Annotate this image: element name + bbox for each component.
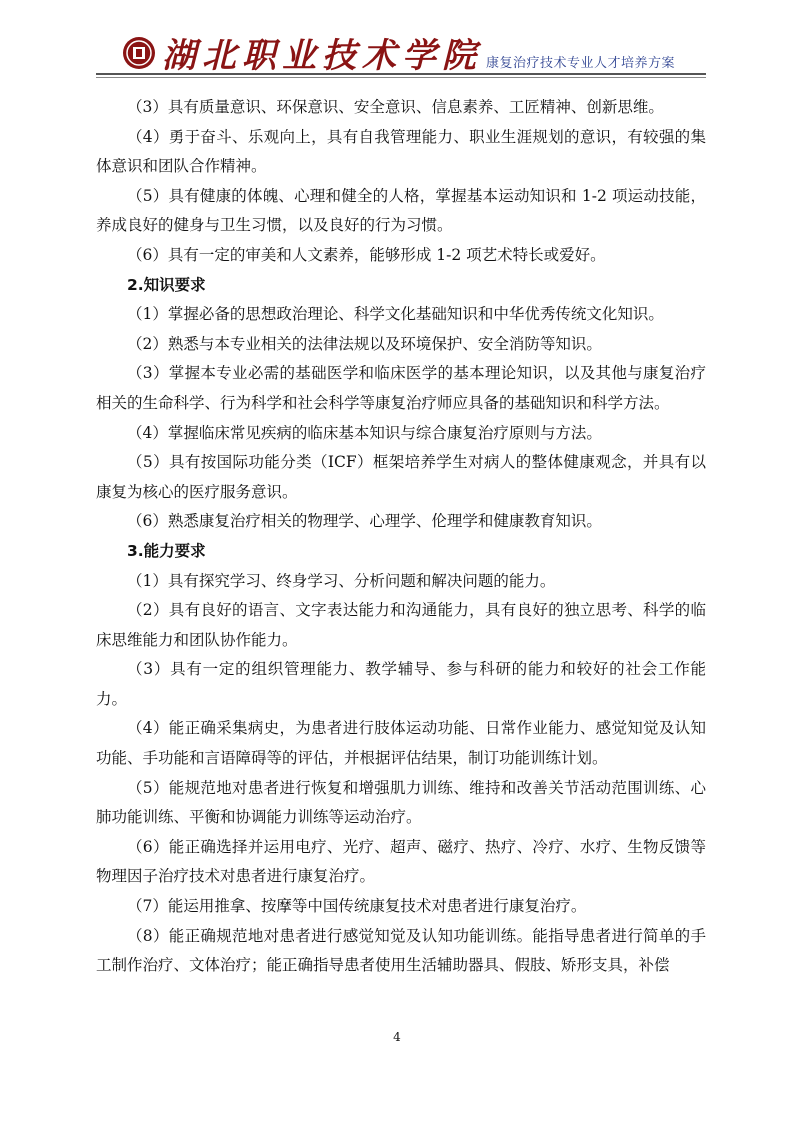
- paragraph: （4）掌握临床常见疾病的临床基本知识与综合康复治疗原则与方法。: [127, 423, 602, 442]
- paragraph: （6）具有一定的审美和人文素养，能够形成 1-2 项艺术特长或爱好。: [127, 245, 606, 264]
- paragraph: （2）熟悉与本专业相关的法律法规以及环境保护、安全消防等知识。: [127, 334, 602, 353]
- paragraph: （6）能正确选择并运用电疗、光疗、超声、磁疗、热疗、冷疗、水疗、生物反馈等物理因子治疗技术对患者进行康复治疗。: [96, 837, 706, 886]
- school-logo-icon: [122, 36, 156, 70]
- paragraph: （6）熟悉康复治疗相关的物理学、心理学、伦理学和健康教育知识。: [127, 512, 602, 531]
- document-body: [96, 93, 706, 981]
- school-name: 湖北职业技术学院: [162, 36, 482, 76]
- header-rule: [96, 73, 706, 75]
- paragraph: （3）掌握本专业必需的基础医学和临床医学的基本理论知识，以及其他与康复治疗相关的生命科学、行为科学和社会科学等康复治疗师应具备的基础知识和科学方法。: [96, 364, 706, 412]
- header-rule-thin: [96, 77, 706, 78]
- paragraph: （1）掌握必备的思想政治理论、科学文化基础知识和中华优秀传统文化知识。: [127, 305, 664, 324]
- page-header: [0, 0, 794, 78]
- paragraph: （2）具有良好的语言、文字表达能力和沟通能力，具有良好的独立思考、科学的临床思维能力和团队协作能力。: [96, 601, 706, 649]
- page-number: 4: [393, 1030, 401, 1044]
- document-title: 康复治疗技术专业人才培养方案: [486, 56, 676, 71]
- paragraph: （1）具有探究学习、终身学习、分析问题和解决问题的能力。: [127, 571, 556, 590]
- paragraph: （3）具有一定的组织管理能力、教学辅导、参与科研的能力和较好的社会工作能力。: [96, 660, 706, 708]
- section-heading: 3.能力要求: [127, 541, 206, 560]
- paragraph: （7）能运用推拿、按摩等中国传统康复技术对患者进行康复治疗。: [127, 897, 587, 916]
- paragraph: （5）能规范地对患者进行恢复和增强肌力训练、维持和改善关节活动范围训练、心肺功能训练、平衡和协调能力训练等运动治疗。: [96, 778, 706, 827]
- paragraph: （4）能正确采集病史，为患者进行肢体运动功能、日常作业能力、感觉知觉及认知功能、手功能和言语障碍等的评估，并根据评估结果，制订功能训练计划。: [96, 719, 706, 768]
- paragraph: （8）能正确规范地对患者进行感觉知觉及认知功能训练。能指导患者进行简单的手工制作治疗、文体治疗；能正确指导患者使用生活辅助器具、假肢、矫形支具，补偿: [96, 926, 706, 975]
- paragraph: （5）具有按国际功能分类（ICF）框架培养学生对病人的整体健康观念，并具有以康复为核心的医疗服务意识。: [96, 453, 706, 501]
- paragraph: （3）具有质量意识、环保意识、安全意识、信息素养、工匠精神、创新思维。: [127, 98, 664, 116]
- paragraph: （5）具有健康的体魄、心理和健全的人格，掌握基本运动知识和 1-2 项运动技能，养成良好的健身与卫生习惯，以及良好的行为习惯。: [96, 186, 706, 235]
- paragraph: （4）勇于奋斗、乐观向上，具有自我管理能力、职业生涯规划的意识，有较强的集体意识和团队合作精神。: [96, 127, 706, 176]
- section-heading: 2.知识要求: [127, 275, 206, 294]
